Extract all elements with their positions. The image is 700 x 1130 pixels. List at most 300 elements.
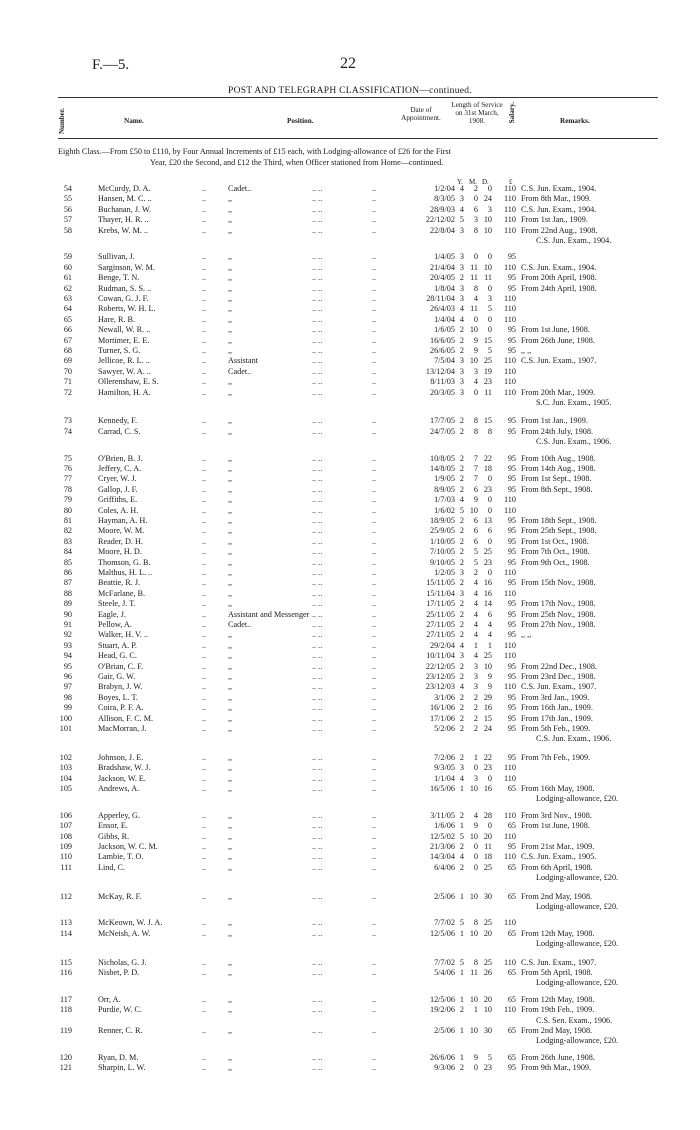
row-date: 10/11/04 (426, 651, 455, 661)
row-position: ,, (228, 918, 233, 928)
leader-dots: .. (372, 784, 377, 793)
leader-dots: .. (372, 713, 377, 723)
leader-dots: .. .. (312, 891, 323, 901)
row-years: 4 (459, 304, 464, 314)
row-name: Purdie, W. C. (98, 1005, 142, 1015)
row-days: 16 (483, 588, 492, 598)
row-number: 66 (63, 325, 72, 335)
leader-dots: .. (372, 752, 377, 762)
row-name: Steele, J. T. (98, 599, 136, 609)
leader-dots: .. (372, 852, 377, 862)
row-number: 67 (63, 335, 72, 345)
row-number: 78 (63, 484, 72, 494)
row-date: 7/2/06 (434, 752, 455, 762)
table-row (0, 681, 700, 692)
leader-dots: .. (372, 273, 377, 283)
leader-dots: .. .. (312, 672, 323, 681)
row-remarks: From 16th May, 1908. (521, 784, 595, 793)
leader-dots: .. .. (312, 346, 323, 355)
table-row (0, 366, 700, 377)
row-number: 65 (63, 314, 72, 324)
row-position: ,, (228, 578, 233, 588)
row-number: 118 (60, 1005, 72, 1015)
row-days: 23 (483, 377, 492, 387)
row-name: Sarginson, W. M. (98, 262, 155, 272)
row-remarks: ,, ,, (521, 346, 532, 355)
row-number: 96 (63, 672, 72, 681)
row-number: 85 (63, 557, 72, 567)
row-remarks: From 5th Feb., 1909. (521, 724, 591, 733)
leader-dots: .. (372, 283, 377, 293)
leader-dots: .. (372, 651, 377, 661)
row-remarks-continued: C.S. Sen. Exam., 1906. (536, 1015, 613, 1025)
row-salary: 110 (504, 184, 516, 193)
row-position: ,, (228, 283, 233, 293)
row-remarks: ,, ,, (521, 630, 532, 640)
table-row (0, 505, 700, 516)
table-row-continuation (0, 436, 700, 447)
leader-dots: .. .. (312, 262, 323, 272)
row-date: 10/8/05 (429, 453, 455, 463)
row-days: 11 (484, 842, 492, 851)
leader-dots: .. (372, 1026, 377, 1035)
row-remarks: From 1st Oct., 1908. (521, 536, 589, 546)
leader-dots: .. .. (312, 784, 323, 793)
row-position: ,, (228, 703, 233, 713)
row-months: 11 (470, 304, 478, 314)
row-name: Moore, H. D. (98, 547, 142, 557)
row-remarks: From 17th Nov., 1908. (521, 599, 596, 609)
row-salary: 110 (504, 640, 516, 650)
leader-dots: .. .. (312, 314, 323, 324)
row-years: 2 (459, 810, 464, 820)
row-months: 7 (473, 464, 478, 473)
row-days: 23 (483, 557, 492, 567)
leader-dots: .. (202, 994, 207, 1004)
leader-dots: .. .. (312, 356, 323, 366)
row-date: 5/4/06 (434, 968, 455, 977)
row-salary: 110 (504, 225, 516, 235)
row-months: 9 (473, 821, 478, 831)
row-months: 6 (473, 526, 478, 536)
leader-dots: .. (202, 773, 207, 783)
row-days: 3 (487, 294, 492, 303)
leader-dots: .. (372, 842, 377, 851)
leader-dots: .. (372, 957, 377, 967)
table-row (0, 335, 700, 346)
row-salary: 95 (507, 703, 516, 713)
row-months: 9 (473, 346, 478, 355)
leader-dots: .. (202, 713, 207, 723)
row-name: Coles, A. H. (98, 505, 139, 515)
leader-dots: .. (202, 484, 207, 494)
row-name: Ryan, D. M. (98, 1052, 139, 1062)
row-salary: 110 (504, 763, 516, 773)
row-date: 26/6/06 (429, 1052, 455, 1062)
row-months: 5 (473, 547, 478, 557)
row-number: 74 (63, 426, 72, 436)
table-row (0, 723, 700, 734)
row-remarks: From 1st June, 1908. (521, 325, 590, 335)
leader-dots: .. (372, 831, 377, 841)
row-name: Ensor, E. (98, 821, 128, 831)
row-number: 76 (63, 464, 72, 473)
row-remarks: From 16th Jan., 1909. (521, 703, 593, 713)
row-months: 4 (473, 578, 478, 588)
leader-dots: .. .. (312, 366, 323, 376)
leader-dots: .. .. (312, 526, 323, 536)
table-row (0, 1004, 700, 1015)
row-months: 10 (469, 994, 478, 1004)
row-years: 2 (459, 557, 464, 567)
row-years: 2 (459, 1063, 464, 1073)
row-days: 0 (487, 536, 492, 546)
column-header-service: Length of Service on 31st March, 1908. (451, 101, 503, 125)
row-remarks: From 21st Mar., 1909. (521, 842, 595, 851)
row-days: 0 (487, 773, 492, 783)
leader-dots: .. (202, 1052, 207, 1062)
table-row (0, 917, 700, 928)
row-name: Thomson, G. B. (98, 557, 151, 567)
row-months: 7 (473, 474, 478, 484)
row-years: 4 (459, 314, 464, 324)
row-position: ,, (228, 568, 233, 577)
leader-dots: .. (372, 557, 377, 567)
row-years: 2 (459, 599, 464, 609)
row-name: Head, G. C. (98, 651, 137, 661)
row-years: 2 (459, 713, 464, 723)
leader-dots: .. (202, 314, 207, 324)
row-position: ,, (228, 516, 233, 525)
row-position: ,, (228, 682, 233, 692)
row-name: Jackson, W. E. (98, 773, 146, 783)
leader-dots: .. .. (312, 703, 323, 713)
row-salary: 95 (507, 1063, 516, 1073)
table-row (0, 183, 700, 194)
leader-dots: .. (372, 346, 377, 355)
row-position: ,, (228, 526, 233, 536)
leader-dots: .. .. (312, 335, 323, 345)
row-days: 24 (483, 194, 492, 204)
row-name: Reader, D. H. (98, 536, 143, 546)
row-name: Griffiths, E. (98, 495, 138, 505)
row-position: ,, (228, 453, 233, 463)
unit-months: M. (469, 178, 477, 186)
row-salary: 110 (504, 294, 516, 303)
row-years: 2 (459, 862, 464, 872)
leader-dots: .. (202, 366, 207, 376)
row-position: ,, (228, 891, 233, 901)
row-years: 3 (459, 568, 464, 577)
leader-dots: .. (202, 651, 207, 661)
row-name: O'Brian, C. F. (98, 661, 144, 671)
table-row (0, 1052, 700, 1063)
row-date: 7/7/02 (434, 957, 455, 967)
row-months: 0 (473, 842, 478, 851)
row-salary: 110 (504, 356, 516, 366)
row-remarks: C.S. Jun. Exam., 1907. (521, 356, 597, 366)
row-remarks: From 12th May, 1908. (521, 994, 595, 1004)
row-remarks: From 9th Oct., 1908. (521, 557, 590, 567)
row-days: 0 (487, 252, 492, 262)
row-months: 1 (473, 752, 478, 762)
row-days: 4 (487, 620, 492, 629)
row-years: 2 (459, 842, 464, 851)
leader-dots: .. (202, 692, 207, 702)
row-number: 73 (63, 416, 72, 426)
row-salary: 95 (507, 536, 516, 546)
row-name: Sawyer, W. A. .. (98, 366, 151, 376)
row-position: ,, (228, 862, 233, 872)
leader-dots: .. (202, 387, 207, 397)
row-name: Eagle, J. (98, 609, 126, 619)
leader-dots: .. (372, 599, 377, 609)
row-remarks: From 22nd Aug., 1908. (521, 225, 598, 235)
row-remarks: From 17th Jan., 1909. (521, 713, 593, 723)
row-remarks: From 2nd May, 1908. (521, 891, 593, 901)
row-days: 13 (483, 516, 492, 525)
leader-dots: .. (372, 862, 377, 872)
leader-dots: .. .. (312, 620, 323, 629)
row-date: 26/4/03 (429, 304, 455, 314)
row-number: 108 (59, 831, 72, 841)
leader-dots: .. .. (312, 578, 323, 588)
row-remarks: From 1st Jan., 1909. (521, 416, 588, 426)
row-days: 16 (483, 784, 492, 793)
row-remarks: From 25th Sept., 1908. (521, 526, 597, 536)
row-date: 15/11/04 (426, 588, 455, 598)
row-salary: 95 (507, 724, 516, 733)
leader-dots: .. (372, 578, 377, 588)
row-years: 2 (459, 703, 464, 713)
row-position: ,, (228, 464, 233, 473)
table-row (0, 262, 700, 273)
row-salary: 110 (504, 215, 516, 225)
table-row (0, 345, 700, 356)
row-position: ,, (228, 273, 233, 283)
column-header-position: Position. (287, 117, 314, 125)
leader-dots: .. (202, 526, 207, 536)
row-name: McNeish, A. W. (98, 928, 151, 938)
table-row (0, 473, 700, 484)
row-months: 2 (473, 692, 478, 702)
row-number: 91 (63, 620, 72, 629)
table-row (0, 283, 700, 294)
row-days: 8 (487, 426, 492, 436)
row-months: 0 (473, 763, 478, 773)
row-salary: 110 (504, 957, 516, 967)
row-days: 9 (487, 682, 492, 692)
row-salary: 110 (504, 262, 516, 272)
row-months: 0 (473, 852, 478, 862)
row-remarks-continued: C.S. Jun. Exam., 1906. (536, 734, 612, 744)
row-number: 70 (63, 366, 72, 376)
row-remarks: From 20th Mar., 1909. (521, 387, 596, 397)
row-days: 22 (483, 752, 492, 762)
row-number: 62 (63, 283, 72, 293)
row-number: 93 (63, 640, 72, 650)
leader-dots: .. .. (312, 640, 323, 650)
row-number: 79 (63, 495, 72, 505)
row-number: 68 (63, 346, 72, 355)
row-years: 4 (459, 184, 464, 193)
row-position: ,, (228, 852, 233, 862)
column-header-remarks: Remarks. (560, 117, 590, 125)
row-years: 3 (459, 252, 464, 262)
row-remarks: From 7th Oct., 1908. (521, 547, 590, 557)
row-name: Brabyn, J. W. (98, 682, 143, 692)
row-salary: 95 (507, 842, 516, 851)
row-number: 64 (63, 304, 72, 314)
leader-dots: .. .. (312, 968, 323, 977)
row-position: ,, (228, 994, 233, 1004)
row-name: Coira, P. F. A. (98, 703, 144, 713)
row-date: 16/5/06 (429, 784, 455, 793)
leader-dots: .. (202, 453, 207, 463)
row-years: 3 (459, 356, 464, 366)
row-years: 3 (459, 377, 464, 387)
leader-dots: .. .. (312, 752, 323, 762)
row-number: 80 (63, 505, 72, 515)
leader-dots: .. .. (312, 325, 323, 335)
row-remarks: From 1st June, 1908. (521, 821, 590, 831)
row-position: ,, (228, 968, 233, 977)
leader-dots: .. (372, 891, 377, 901)
leader-dots: .. .. (312, 495, 323, 505)
row-salary: 95 (507, 426, 516, 436)
row-months: 4 (473, 609, 478, 619)
row-date: 1/9/05 (434, 474, 455, 484)
leader-dots: .. .. (312, 810, 323, 820)
row-salary: 95 (507, 672, 516, 681)
row-days: 22 (483, 453, 492, 463)
row-days: 11 (484, 273, 492, 283)
row-years: 1 (459, 891, 464, 901)
table-row (0, 994, 700, 1005)
row-months: 8 (473, 225, 478, 235)
leader-dots: .. (202, 273, 207, 283)
table-row (0, 293, 700, 304)
row-date: 21/4/04 (429, 262, 455, 272)
row-number: 54 (63, 184, 72, 193)
row-date: 20/4/05 (429, 273, 455, 283)
table-row-continuation (0, 872, 700, 883)
row-years: 5 (459, 957, 464, 967)
row-years: 2 (459, 672, 464, 681)
table-row (0, 640, 700, 651)
row-days: 16 (483, 703, 492, 713)
table-row (0, 557, 700, 568)
leader-dots: .. .. (312, 426, 323, 436)
row-days: 20 (483, 831, 492, 841)
row-number: 71 (63, 377, 72, 387)
row-date: 20/3/05 (429, 387, 455, 397)
row-date: 27/11/05 (426, 620, 455, 629)
page-title: POST AND TELEGRAPH CLASSIFICATION—continued. (227, 86, 473, 96)
row-years: 5 (459, 831, 464, 841)
leader-dots: .. .. (312, 609, 323, 619)
row-name: Sharpin, L. W. (98, 1063, 146, 1073)
row-date: 1/1/04 (434, 773, 455, 783)
table-row (0, 588, 700, 599)
row-date: 24/7/05 (429, 426, 455, 436)
row-position: ,, (228, 557, 233, 567)
row-months: 6 (473, 484, 478, 494)
row-name: Ollerenshaw, E. S. (98, 377, 159, 387)
row-date: 16/1/06 (429, 703, 455, 713)
row-date: 13/12/04 (425, 366, 455, 376)
row-months: 10 (469, 891, 478, 901)
leader-dots: .. (372, 304, 377, 314)
row-number: 101 (59, 724, 72, 733)
leader-dots: .. .. (312, 994, 323, 1004)
row-months: 8 (473, 918, 478, 928)
row-date: 9/10/05 (429, 557, 455, 567)
leader-dots: .. .. (312, 724, 323, 733)
row-date: 1/7/03 (434, 495, 455, 505)
table-row-continuation (0, 793, 700, 804)
row-days: 3 (487, 204, 492, 214)
leader-dots: .. (202, 335, 207, 345)
row-months: 8 (473, 416, 478, 426)
table-row (0, 484, 700, 495)
leader-dots: .. (372, 672, 377, 681)
table-row (0, 891, 700, 902)
row-name: Rudman, S. S. .. (98, 283, 152, 293)
row-months: 0 (473, 252, 478, 262)
row-number: 83 (63, 536, 72, 546)
row-remarks: From 3rd Jan., 1909. (521, 692, 590, 702)
row-date: 18/9/05 (429, 516, 455, 525)
row-number: 109 (59, 842, 72, 851)
row-date: 9/3/05 (434, 763, 455, 773)
row-date: 1/2/04 (434, 184, 455, 193)
row-remarks: From 25th Nov., 1908. (521, 609, 596, 619)
row-position: ,, (228, 763, 233, 773)
leader-dots: .. .. (312, 484, 323, 494)
leader-dots: .. (202, 703, 207, 713)
row-years: 5 (459, 918, 464, 928)
leader-dots: .. .. (312, 588, 323, 598)
row-name: Allison, F. C. M. (98, 713, 154, 723)
table-row-continuation (0, 1015, 700, 1026)
row-date: 22/8/04 (429, 225, 455, 235)
row-salary: 110 (504, 304, 516, 314)
leader-dots: .. (202, 252, 207, 262)
row-months: 11 (470, 968, 478, 977)
row-months: 1 (473, 1005, 478, 1015)
leader-dots: .. (372, 1052, 377, 1062)
row-date: 17/11/05 (426, 599, 455, 609)
row-number: 58 (63, 225, 72, 235)
row-days: 25 (483, 547, 492, 557)
table-row (0, 713, 700, 724)
leader-dots: .. (202, 862, 207, 872)
leader-dots: .. (372, 426, 377, 436)
row-months: 10 (469, 784, 478, 793)
row-number: 102 (59, 752, 72, 762)
row-remarks: C.S. Jun. Exam., 1905. (521, 852, 597, 862)
leader-dots: .. .. (312, 387, 323, 397)
row-days: 14 (483, 599, 492, 609)
row-days: 19 (483, 366, 492, 376)
row-years: 1 (459, 994, 464, 1004)
row-position: Cadet.. (228, 366, 252, 376)
row-years: 3 (459, 294, 464, 303)
row-months: 2 (473, 703, 478, 713)
row-salary: 110 (504, 588, 516, 598)
class-heading-line2: Year, £20 the Second, and £12 the Third, when Officer stationed from Home—continued. (150, 158, 444, 167)
